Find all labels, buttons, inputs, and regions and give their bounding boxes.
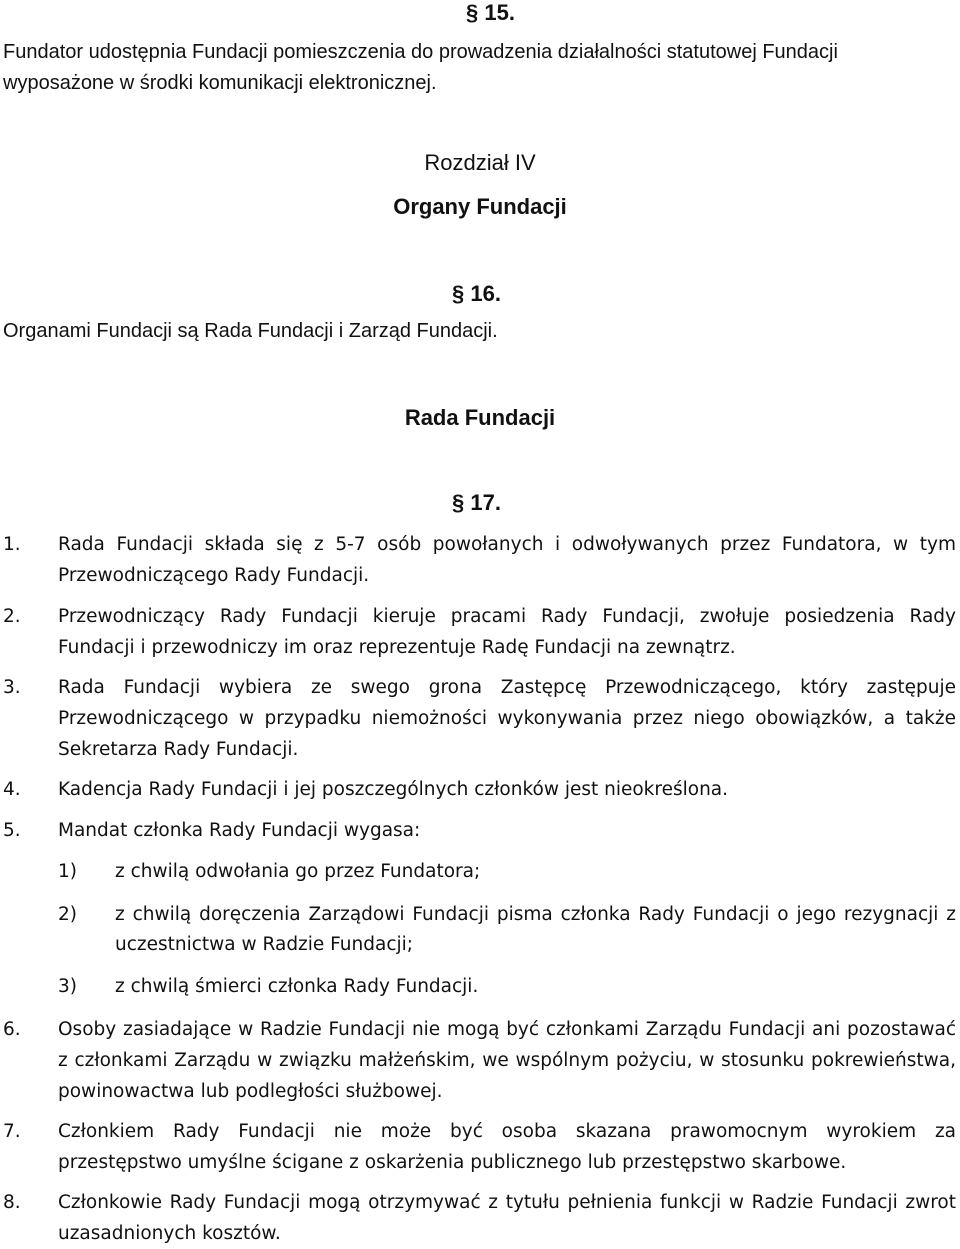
list-item-text: Członkowie Rady Fundacji mogą otrzymywać z tytułu pełnienia funkcji w Radzie Fundacji zwrot uzasadnionych kosztów. <box>58 1192 956 1244</box>
list-item <box>3 815 956 846</box>
sub-list-item-text: z chwilą doręczenia Zarządowi Fundacji pisma członka Rady Fundacji o jego rezygnacji z uczestnictwa w Radzie Fundacji; <box>115 904 956 955</box>
sub-list-item-number: 1) <box>58 861 77 882</box>
list-item-number: 8. <box>3 1192 21 1213</box>
list-item <box>3 529 956 591</box>
section-heading-17: § 17. <box>452 490 501 515</box>
section-16-paragraph: Organami Fundacji są Rada Fundacji i Zarząd Fundacji. <box>3 320 498 342</box>
list-item <box>3 601 956 663</box>
list-item-number: 4. <box>3 779 21 800</box>
sub-list-item <box>58 900 956 960</box>
list-item-number: 1. <box>3 534 21 555</box>
list-item-text: Członkiem Rady Fundacji nie może być osoba skazana prawomocnym wyrokiem za przestępstwo umyślne ścigane z oskarżenia publicznego lub przestępstwo skarbowe. <box>58 1121 956 1173</box>
sub-list-item <box>58 857 956 887</box>
chapter-title: Organy Fundacji <box>393 194 567 219</box>
list-item <box>3 672 956 765</box>
sub-list-item <box>58 972 956 1002</box>
list-item-text: Kadencja Rady Fundacji i jej poszczególnych członków jest nieokreślona. <box>58 779 729 800</box>
sub-list-item-number: 3) <box>58 976 77 997</box>
list-item-text: Rada Fundacji wybiera ze swego grona Zastępcę Przewodniczącego, który zastępuje Przewodniczącego w przypadku niemożności wykonywania przez niego obowiązków, a także Sekretarza Rady Fundacji. <box>58 677 956 760</box>
sub-list-item-text: z chwilą odwołania go przez Fundatora; <box>115 861 481 882</box>
list-item-text: Przewodniczący Rady Fundacji kieruje pracami Rady Fundacji, zwołuje posiedzenia Rady Fundacji i przewodniczy im oraz reprezentuje Radę Fundacji na zewnątrz. <box>58 606 956 658</box>
list-item <box>3 1014 956 1107</box>
list-item-number: 3. <box>3 677 21 698</box>
subheading-rada-fundacji: Rada Fundacji <box>404 405 556 430</box>
list-item-number: 7. <box>3 1121 21 1142</box>
section-heading-16: § 16. <box>452 281 501 306</box>
list-item-text: Mandat członka Rady Fundacji wygasa: <box>58 820 421 841</box>
list-item-text: Osoby zasiadające w Radzie Fundacji nie mogą być członkami Zarządu Fundacji ani pozostawać z członkami Zarządu w związku małżeńskim, we wspólnym pożyciu, w stosunku pokrewieństwa, powinowactwa lub podległości służbowej. <box>58 1019 956 1102</box>
list-item-text: Rada Fundacji składa się z 5-7 osób powołanych i odwoływanych przez Fundatora, w tym Przewodniczącego Rady Fundacji. <box>58 534 956 586</box>
list-item <box>3 1187 956 1249</box>
list-item-number: 2. <box>3 606 21 627</box>
list-item <box>3 1116 956 1178</box>
sub-list-item-text: z chwilą śmierci członka Rady Fundacji. <box>115 976 479 997</box>
list-item <box>3 774 956 805</box>
list-item-number: 5. <box>3 820 21 841</box>
section-heading-15: § 15. <box>466 0 515 25</box>
chapter-label: Rozdział IV <box>424 150 536 175</box>
sub-list-item-number: 2) <box>58 904 77 925</box>
section-15-paragraph: Fundator udostępnia Fundacji pomieszczenia do prowadzenia działalności statutowej Fundacji wyposażone w środki komunikacji elektronicznej. <box>3 41 838 94</box>
list-item-number: 6. <box>3 1019 21 1040</box>
